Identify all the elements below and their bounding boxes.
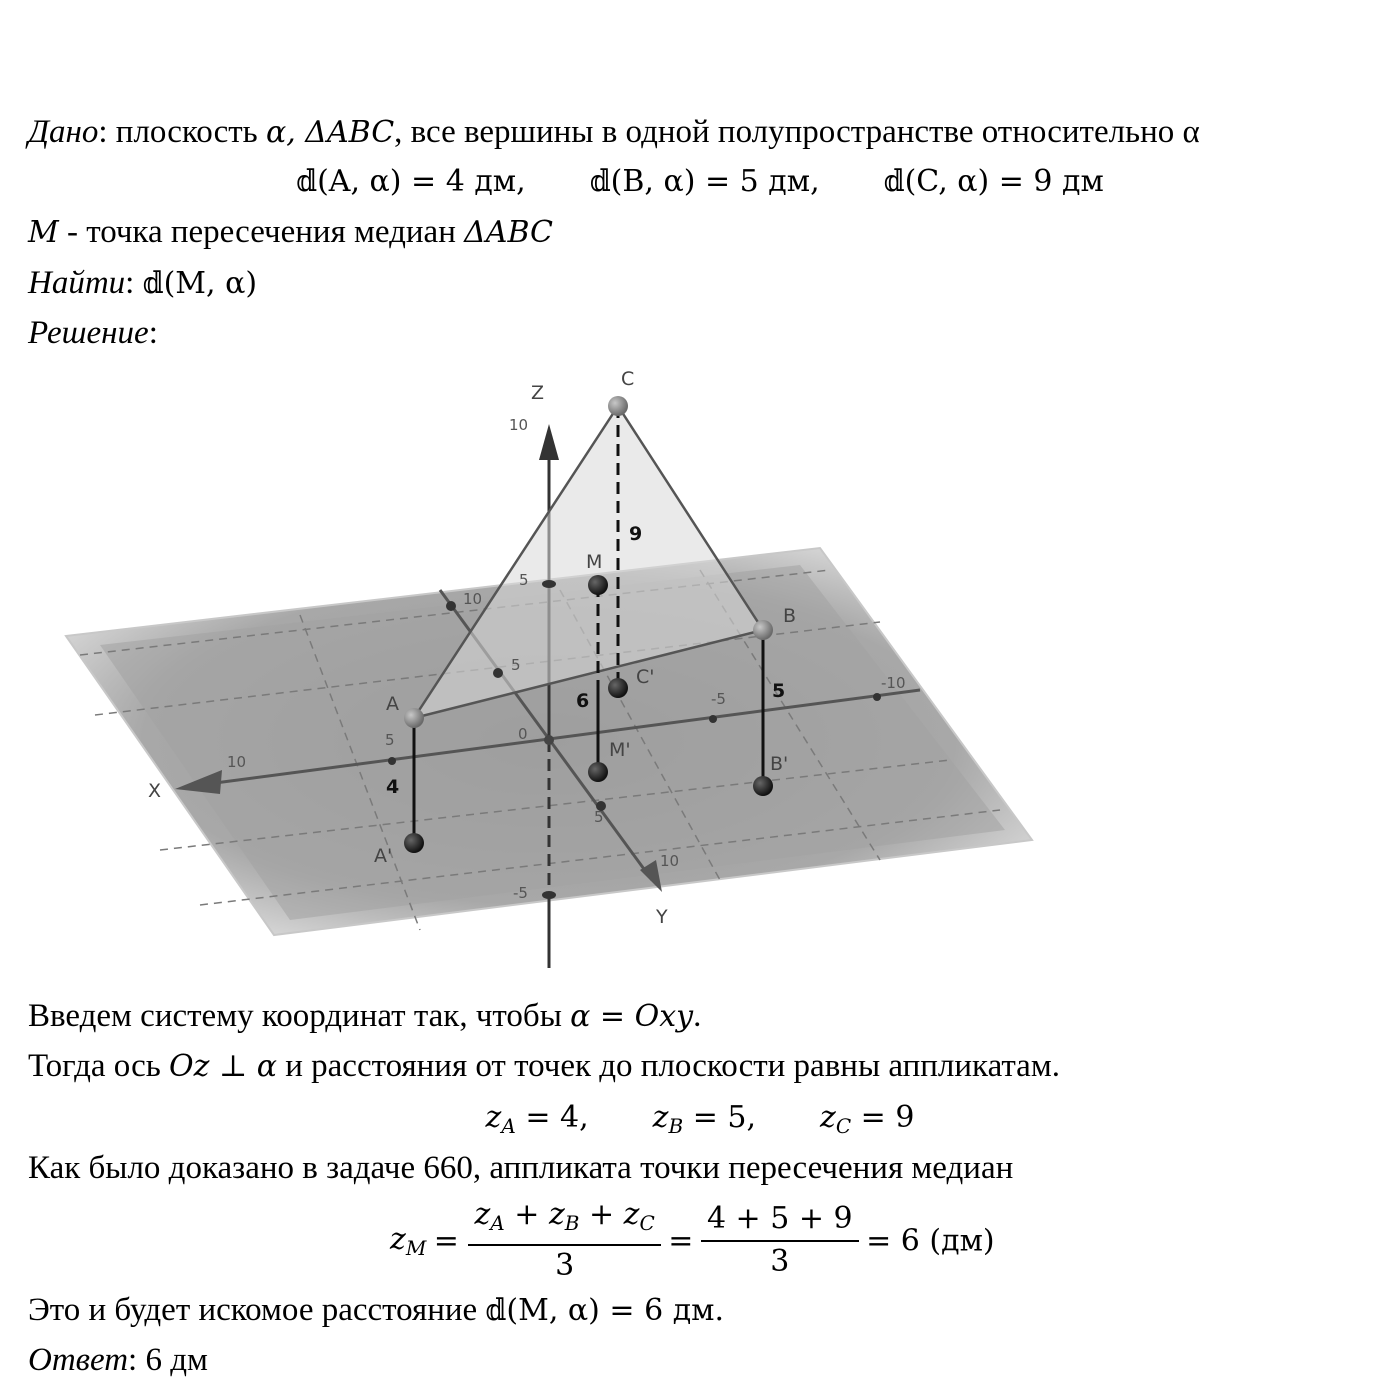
label-y: Y [656,906,668,928]
median-line: M - точка пересечения медиан ΔABC [28,214,554,250]
given-label: Дано [28,114,99,150]
label-b: B [783,605,797,627]
answer-label: Ответ [28,1342,129,1378]
point-a1 [404,833,424,853]
fraction-symbolic: $\frac{z_A + z_B + z_C}{3}$ [468,1196,660,1286]
point-c1 [608,678,628,698]
tick-zm5: -5 [513,884,528,902]
tick-x5: 5 [385,731,395,749]
label-a1: A' [374,845,393,867]
tick-yneg5: 5 [511,656,521,674]
point-m [588,575,608,595]
given-objects: α, ΔABC [265,115,395,150]
label-x: X [148,780,162,802]
answer-line: Ответ: 6 дм [28,1342,208,1378]
tick-origin: 0 [518,725,528,743]
origin-point [544,735,554,745]
label-c: C [621,368,635,390]
z-b-value: 5, [727,1100,757,1135]
length-b: 5 [772,680,786,702]
coordinate-line: Введем систему координат так, чтобы α = Oxy. [28,998,702,1034]
perpendicular-line: Тогда ось Oz ⊥ α и расстояния от точек до плоскости равны аппликатам. [28,1048,1060,1084]
length-c: 9 [629,523,643,545]
geometry-figure [60,365,1050,975]
given-line: Дано: плоскость α, ΔABC, все вершины в одной полупространстве относительно α [28,114,1200,150]
tick-z5: 5 [519,571,529,589]
applicates-line: $z_A = 4$, $z_B = 5$, $z_C = 9$ [485,1100,915,1138]
conclusion-expr: 𝕕(M, α) = 6 дм. [485,1293,725,1328]
fraction-numeric: $\frac{4 + 5 + 9}{3}$ [701,1200,859,1282]
label-a: A [386,693,399,715]
formula: $z_M$ = $\frac{z_A + z_B + z_C}{3}$ = $\frac{4 + 5 + 9}{3}$ = 6 (дм) [390,1196,995,1286]
point-m1 [588,762,608,782]
tick-xn10: -10 [881,674,906,692]
label-m: M [586,551,603,573]
solution-label: Решение [28,315,149,351]
tick-z10: 10 [509,416,529,434]
distance-a: 𝕕(A, α) = 4 дм, [296,164,526,199]
plane-equation: α = Oxy [570,999,694,1034]
find-expr: 𝕕(M, α) [142,266,258,301]
tick-y5: 5 [594,808,604,826]
tick-x10: 10 [227,753,247,771]
z-a-value: 4, [560,1100,589,1135]
point-c [608,396,628,416]
perp-expr: Oz ⊥ α [169,1049,277,1084]
find-label: Найти [28,265,126,301]
z-c-value: 9 [895,1100,915,1135]
distance-b: 𝕕(B, α) = 5 дм, [589,164,820,199]
length-a: 4 [386,776,400,798]
distances-line [0,162,1400,202]
z-axis-arrow [539,424,559,460]
tick-yneg10: 10 [463,590,483,608]
label-c1: C' [636,666,655,688]
distance-c: 𝕕(C, α) = 9 дм [883,164,1104,199]
label-z: Z [531,382,545,404]
answer-value: 6 дм [137,1342,208,1378]
conclusion-line: Это и будет искомое расстояние 𝕕(M, α) = 6 дм. [28,1292,725,1328]
length-m: 6 [576,690,590,712]
tick-xn5: -5 [711,690,726,708]
tick-y10: 10 [660,852,680,870]
theorem-line: Как было доказано в задаче 660, аппликата точки пересечения медиан [28,1150,1014,1186]
find-line: Найти: 𝕕(M, α) [28,265,258,301]
point-a [404,708,424,728]
solution-line: Решение: [28,315,158,351]
point-b1 [753,776,773,796]
formula-result: = 6 (дм) [866,1223,995,1259]
label-m1: M' [609,739,631,761]
label-b1: B' [770,753,789,775]
point-b [753,620,773,640]
